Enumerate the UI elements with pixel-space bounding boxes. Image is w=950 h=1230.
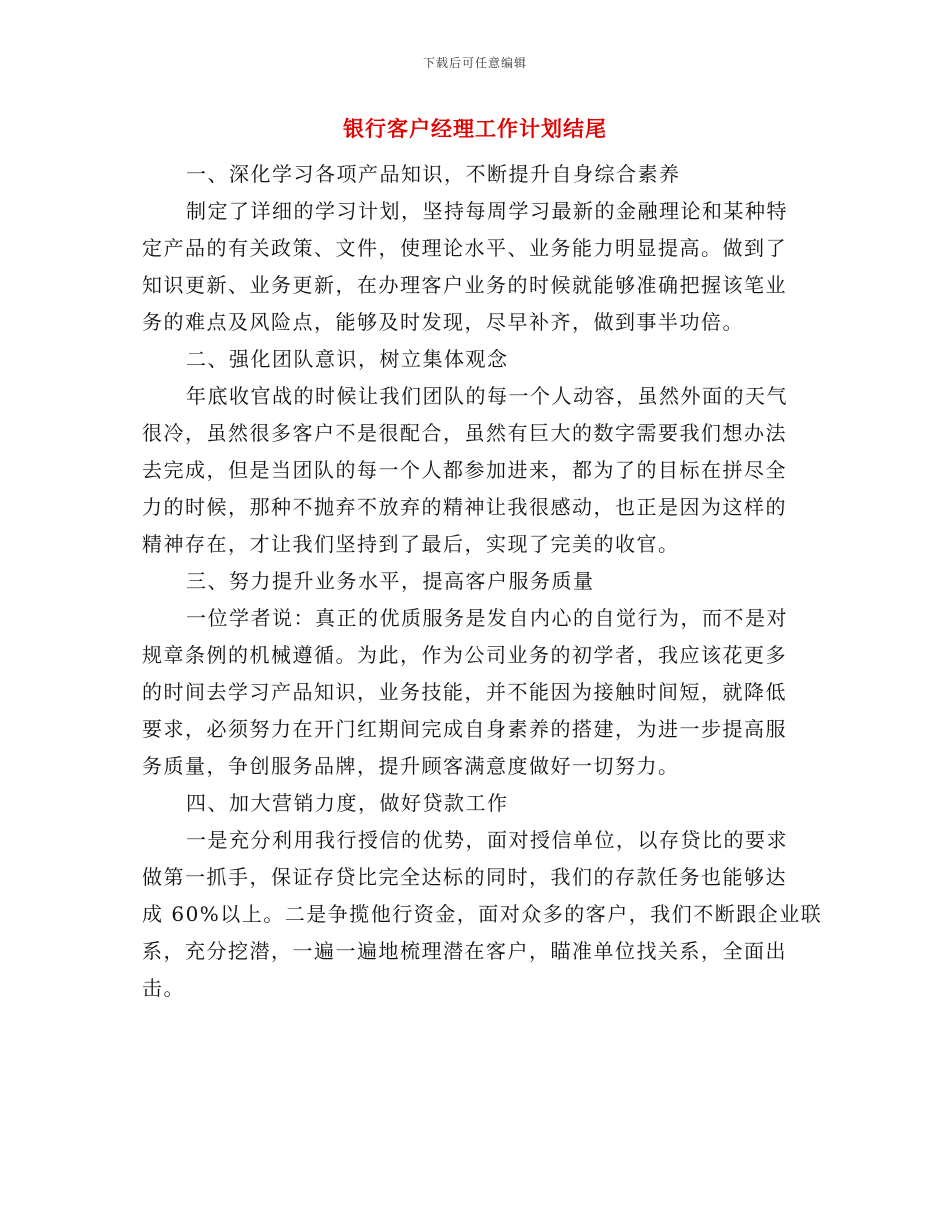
text-line: 去完成，但是当团队的每一个人都参加进来，都为了的目标在拼尽全 xyxy=(142,458,787,482)
document-body xyxy=(142,156,823,1007)
text-line: 成 60%以上。二是争揽他行资金，面对众多的客户，我们不断跟企业联 xyxy=(142,902,823,926)
text-line: 的时间去学习产品知识，业务技能，并不能因为接触时间短，就降低 xyxy=(142,680,787,704)
text-line: 四、加大营销力度，做好贷款工作 xyxy=(186,791,509,815)
text-line: 精神存在，才让我们坚持到了最后，实现了完美的收官。 xyxy=(142,532,680,556)
header-note: 下载后可任意编辑 xyxy=(422,56,527,70)
text-line: 规章条例的机械遵循。为此，作为公司业务的初学者，我应该花更多 xyxy=(142,643,787,667)
text-line: 一是充分利用我行授信的优势，面对授信单位，以存贷比的要求 xyxy=(186,828,788,852)
text-line: 知识更新、业务更新，在办理客户业务的时候就能够准确把握该笔业 xyxy=(142,273,787,297)
document-title: 银行客户经理工作计划结尾 xyxy=(343,116,607,141)
text-line: 要求，必须努力在开门红期间完成自身素养的搭建，为进一步提高服 xyxy=(142,717,787,741)
text-line: 定产品的有关政策、文件，使理论水平、业务能力明显提高。做到了 xyxy=(142,236,787,260)
text-line: 制定了详细的学习计划，坚持每周学习最新的金融理论和某种特 xyxy=(186,199,788,223)
text-line: 年底收官战的时候让我们团队的每一个人动容，虽然外面的天气 xyxy=(186,384,788,408)
text-line: 二、强化团队意识，树立集体观念 xyxy=(186,347,509,371)
text-line: 务的难点及风险点，能够及时发现，尽早补齐，做到事半功倍。 xyxy=(142,310,744,334)
text-line: 做第一抓手，保证存贷比完全达标的同时，我们的存款任务也能够达 xyxy=(142,865,787,889)
text-line: 力的时候，那种不抛弃不放弃的精神让我很感动，也正是因为这样的 xyxy=(142,495,787,519)
text-line: 很冷，虽然很多客户不是很配合，虽然有巨大的数字需要我们想办法 xyxy=(142,421,787,445)
text-line: 一位学者说：真正的优质服务是发自内心的自觉行为，而不是对 xyxy=(186,606,788,630)
text-line: 三、努力提升业务水平，提高客户服务质量 xyxy=(186,569,595,593)
text-line: 击。 xyxy=(142,976,185,1000)
text-line: 系，充分挖潜，一遍一遍地梳理潜在客户，瞄准单位找关系，全面出 xyxy=(142,939,787,963)
text-line: 一、深化学习各项产品知识，不断提升自身综合素养 xyxy=(186,162,681,186)
text-line: 务质量，争创服务品牌，提升顾客满意度做好一切努力。 xyxy=(142,754,680,778)
